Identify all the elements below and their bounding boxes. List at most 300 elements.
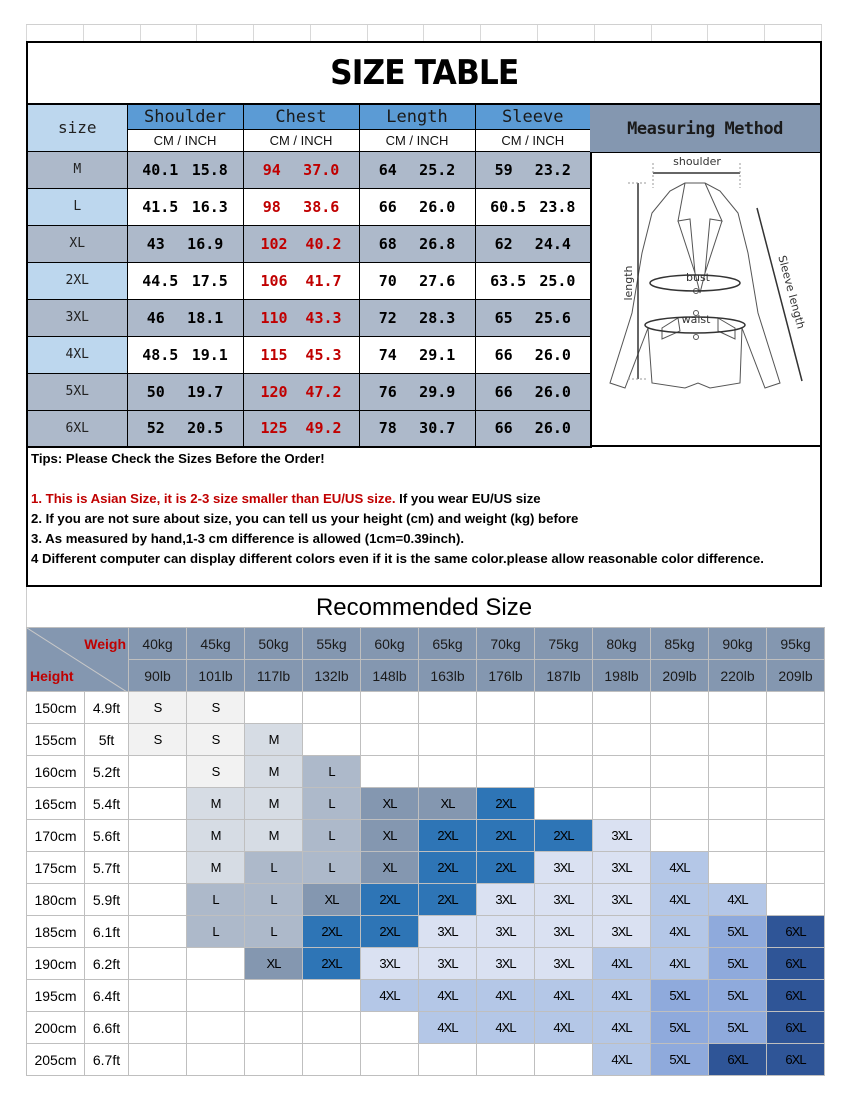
shoulder-cm: 43 [146,234,165,253]
height-ft: 6.7ft [85,1044,129,1076]
recommended-size-cell [535,756,593,788]
sleeve-cm: 63.5 [490,271,527,290]
size-label: 6XL [27,410,127,447]
chest-inch: 49.2 [305,419,342,438]
shoulder-value [127,262,243,299]
recommended-size-cell: 3XL [593,916,651,948]
size-table [26,103,592,448]
weight-kg-header: 85kg [651,628,709,660]
recommended-size-cell: L [245,852,303,884]
shoulder-cm: 48.5 [142,345,179,364]
recommended-size-cell [361,1044,419,1076]
recommended-size-cell: 3XL [593,820,651,852]
weight-lb-header: 163lb [419,660,477,692]
sleeve-inch: 25.6 [534,308,571,327]
height-row [27,692,825,724]
recommended-size-cell: XL [419,788,477,820]
recommended-size-cell [477,756,535,788]
label-length: length [622,265,635,301]
weight-lb-header: 101lb [187,660,245,692]
recommended-size-cell: 6XL [709,1044,767,1076]
length-cm: 76 [378,382,397,401]
height-ft: 5.4ft [85,788,129,820]
recommended-size-cell: 3XL [477,948,535,980]
recommended-size-cell [651,756,709,788]
chest-value [243,262,359,299]
recommended-size-cell: 2XL [303,948,361,980]
length-inch: 29.1 [419,345,456,364]
recommended-size-cell [535,1044,593,1076]
weight-lb-header: 198lb [593,660,651,692]
jacket-diagram-icon [590,153,820,447]
recommended-size-cell [593,756,651,788]
shoulder-cm: 46 [146,308,165,327]
header-shoulder: Shoulder [127,104,243,129]
length-value [359,299,475,336]
recommended-size-cell: 2XL [535,820,593,852]
length-cm: 64 [378,160,397,179]
weight-lb-header: 187lb [535,660,593,692]
recommended-size-cell: 5XL [651,980,709,1012]
recommended-size-cell [419,724,477,756]
shoulder-cm: 41.5 [142,197,179,216]
chest-inch: 37.0 [303,160,340,179]
length-value [359,188,475,225]
label-sleeve-length: Sleeve length [775,253,808,331]
recommended-size-cell [767,724,825,756]
recommended-size-cell [709,756,767,788]
shoulder-inch: 16.9 [187,234,224,253]
recommended-size-cell [245,1012,303,1044]
shoulder-cm: 40.1 [142,160,179,179]
chest-value [243,151,359,188]
sleeve-value [475,151,591,188]
recommended-size-cell [129,788,187,820]
shoulder-value [127,373,243,410]
shoulder-value [127,151,243,188]
height-row [27,948,825,980]
size-label: 2XL [27,262,127,299]
size-label: L [27,188,127,225]
length-inch: 26.8 [419,234,456,253]
recommended-size-cell: L [303,820,361,852]
tip-4: 4 Different computer can display different colors even if it is the same color.please allow reasonable color difference. [31,551,764,566]
recommended-size-cell [303,1012,361,1044]
shoulder-value [127,410,243,447]
recommended-size-cell: 4XL [651,948,709,980]
chest-cm: 125 [260,419,288,438]
length-cm: 72 [378,308,397,327]
recommended-size-cell: 3XL [477,884,535,916]
tip-1 [31,489,817,509]
chest-inch: 47.2 [305,382,342,401]
height-cm: 175cm [27,852,85,884]
recommended-size-cell: M [245,788,303,820]
height-row [27,852,825,884]
recommended-size-cell: S [129,724,187,756]
sleeve-value [475,410,591,447]
recommended-size-cell: 4XL [651,852,709,884]
recommended-size-cell [477,1044,535,1076]
shoulder-inch: 20.5 [187,419,224,438]
shoulder-value [127,225,243,262]
weight-kg-header: 40kg [129,628,187,660]
recommended-size-cell: 4XL [535,1012,593,1044]
chest-cm: 102 [260,234,288,253]
corner-header [27,628,129,692]
header-chest: Chest [243,104,359,129]
recommended-size-cell [303,980,361,1012]
size-row [27,410,591,447]
tip-1-rest: If you wear EU/US size [395,491,541,506]
shoulder-cm: 52 [146,419,165,438]
height-ft: 5.9ft [85,884,129,916]
height-axis-label: Height [30,668,74,684]
title-banner [26,41,822,103]
recommended-size-cell [361,724,419,756]
recommended-size-cell: 3XL [535,948,593,980]
recommended-size-cell [767,884,825,916]
recommended-size-cell: 3XL [535,916,593,948]
weight-lb-header: 117lb [245,660,303,692]
length-inch: 25.2 [419,160,456,179]
weight-kg-header: 60kg [361,628,419,660]
recommended-size-cell: M [187,788,245,820]
shoulder-inch: 18.1 [187,308,224,327]
recommended-size-cell: 2XL [419,820,477,852]
chest-cm: 120 [260,382,288,401]
length-value [359,373,475,410]
sleeve-cm: 60.5 [490,197,527,216]
sleeve-value [475,299,591,336]
length-inch: 30.7 [419,419,456,438]
recommended-size-cell: 4XL [593,980,651,1012]
recommended-size-cell: 6XL [767,980,825,1012]
recommended-size-cell [245,1044,303,1076]
recommended-size-cell [303,692,361,724]
recommended-size-cell [245,980,303,1012]
length-value [359,262,475,299]
sleeve-value [475,188,591,225]
recommended-size-cell: 2XL [477,788,535,820]
recommended-size-cell: XL [361,788,419,820]
recommended-size-cell: 5XL [709,980,767,1012]
recommended-size-cell: 5XL [709,916,767,948]
shoulder-value [127,188,243,225]
recommended-size-cell: L [245,916,303,948]
recommended-size-cell [709,724,767,756]
weight-kg-header: 65kg [419,628,477,660]
sleeve-inch: 26.0 [534,419,571,438]
header-sleeve: Sleeve [475,104,591,129]
recommended-size-cell [477,692,535,724]
weight-lb-header: 209lb [767,660,825,692]
chest-cm: 110 [260,308,288,327]
recommended-size-cell [709,820,767,852]
weight-kg-header: 50kg [245,628,303,660]
shoulder-inch: 16.3 [191,197,228,216]
tips-heading: Tips: Please Check the Sizes Before the Order! [31,451,325,466]
recommended-size-cell [767,852,825,884]
height-cm: 165cm [27,788,85,820]
recommended-size-cell [767,788,825,820]
recommended-size-cell: S [187,724,245,756]
chest-cm: 115 [260,345,288,364]
length-cm: 78 [378,419,397,438]
chest-value [243,299,359,336]
height-cm: 190cm [27,948,85,980]
recommended-size-cell: L [187,916,245,948]
unit-length: CM / INCH [359,129,475,151]
recommended-size-cell: 3XL [419,916,477,948]
label-bust: bust [686,271,710,284]
size-row [27,188,591,225]
recommended-size-cell: 2XL [303,916,361,948]
recommended-size-cell: M [187,852,245,884]
measuring-method-title: Measuring Method [590,105,820,153]
recommended-size-cell: L [303,756,361,788]
recommended-size-cell [535,724,593,756]
height-cm: 160cm [27,756,85,788]
size-row [27,151,591,188]
recommended-size-cell: 6XL [767,948,825,980]
recommended-size-cell [593,724,651,756]
length-inch: 29.9 [419,382,456,401]
recommended-size-title: Recommended Size [315,594,533,621]
height-ft: 6.4ft [85,980,129,1012]
height-ft: 5.7ft [85,852,129,884]
sleeve-cm: 66 [494,382,513,401]
recommended-size-cell: 4XL [419,980,477,1012]
tips-section [26,446,822,587]
recommended-size-cell: XL [303,884,361,916]
size-row [27,336,591,373]
sleeve-cm: 66 [494,345,513,364]
chest-value [243,225,359,262]
length-value [359,225,475,262]
height-ft: 6.6ft [85,1012,129,1044]
recommended-size-cell: S [187,756,245,788]
recommended-size-cell [187,980,245,1012]
recommended-size-cell: 3XL [361,948,419,980]
recommended-size-cell: M [245,820,303,852]
sleeve-inch: 26.0 [534,345,571,364]
size-row [27,299,591,336]
recommended-size-cell [303,724,361,756]
recommended-size-cell: L [303,788,361,820]
sleeve-cm: 66 [494,419,513,438]
recommended-size-cell: 2XL [477,852,535,884]
sleeve-value [475,225,591,262]
recommended-size-cell [651,788,709,820]
recommended-size-cell: 2XL [361,916,419,948]
recommended-size-cell [593,692,651,724]
recommended-size-cell: 4XL [651,884,709,916]
height-row [27,820,825,852]
recommended-size-cell [129,820,187,852]
spreadsheet-grid [26,24,822,42]
length-value [359,151,475,188]
chest-value [243,373,359,410]
height-cm: 180cm [27,884,85,916]
height-cm: 185cm [27,916,85,948]
recommended-size-cell [651,692,709,724]
recommended-size-cell: 5XL [709,948,767,980]
recommended-size-cell: 5XL [651,1012,709,1044]
chest-inch: 38.6 [303,197,340,216]
weight-axis-label: Weigh [84,636,126,652]
recommended-size-cell: 4XL [477,980,535,1012]
size-label: 5XL [27,373,127,410]
recommended-size-cell: 6XL [767,1012,825,1044]
recommended-size-cell [129,980,187,1012]
recommended-size-cell [129,756,187,788]
recommended-size-cell: 6XL [767,1044,825,1076]
weight-kg-header: 70kg [477,628,535,660]
weight-lb-header: 148lb [361,660,419,692]
label-waist: waist [681,313,711,326]
size-row [27,262,591,299]
recommended-size-cell [767,692,825,724]
recommended-size-cell [651,724,709,756]
recommended-size-cell: 4XL [593,1044,651,1076]
length-inch: 28.3 [419,308,456,327]
weight-kg-header: 75kg [535,628,593,660]
length-value [359,336,475,373]
recommended-size-cell: 4XL [419,1012,477,1044]
recommended-size-cell: 4XL [535,980,593,1012]
sleeve-inch: 26.0 [534,382,571,401]
size-row [27,225,591,262]
size-label: 3XL [27,299,127,336]
sleeve-inch: 23.2 [534,160,571,179]
sleeve-inch: 23.8 [539,197,576,216]
recommended-size-cell [187,1044,245,1076]
measuring-method-panel [590,103,822,447]
recommended-size-cell: 3XL [535,884,593,916]
weight-kg-header: 55kg [303,628,361,660]
recommended-size-cell [129,1044,187,1076]
recommended-size-cell [709,852,767,884]
recommended-size-cell [767,756,825,788]
height-row [27,1012,825,1044]
weight-lb-header: 132lb [303,660,361,692]
chest-cm: 106 [260,271,288,290]
height-cm: 170cm [27,820,85,852]
recommended-size-cell [303,1044,361,1076]
recommended-size-cell: 6XL [767,916,825,948]
sleeve-cm: 65 [494,308,513,327]
recommended-size-cell [709,692,767,724]
chest-value [243,188,359,225]
recommended-size-cell [419,756,477,788]
height-ft: 6.2ft [85,948,129,980]
recommended-size-cell [419,692,477,724]
size-row [27,373,591,410]
sleeve-value [475,373,591,410]
recommended-size-cell: 2XL [361,884,419,916]
tip-3: 3. As measured by hand,1-3 cm difference is allowed (1cm=0.39inch). [31,531,465,546]
recommended-size-cell: XL [361,820,419,852]
recommended-size-cell: S [129,692,187,724]
recommended-size-cell [361,692,419,724]
length-cm: 70 [378,271,397,290]
height-ft: 5.2ft [85,756,129,788]
weight-kg-header: 95kg [767,628,825,660]
length-cm: 66 [378,197,397,216]
weight-lb-header: 209lb [651,660,709,692]
recommended-size-cell: 3XL [593,852,651,884]
chest-cm: 98 [262,197,281,216]
recommended-size-cell [129,1012,187,1044]
tip-2: 2. If you are not sure about size, you can tell us your height (cm) and weight (kg) before [31,511,579,526]
recommended-size-cell [361,1012,419,1044]
shoulder-cm: 44.5 [142,271,179,290]
tip-1-warning: 1. This is Asian Size, it is 2-3 size smaller than EU/US size. [31,491,396,506]
recommended-size-cell [187,1012,245,1044]
recommended-size-cell: 4XL [361,980,419,1012]
recommended-size-cell: XL [245,948,303,980]
recommended-size-cell: 5XL [651,1044,709,1076]
size-label: M [27,151,127,188]
height-ft: 6.1ft [85,916,129,948]
recommended-size-cell: 2XL [477,820,535,852]
weight-lb-header: 90lb [129,660,187,692]
shoulder-value [127,336,243,373]
recommended-size-cell: L [245,884,303,916]
sleeve-inch: 25.0 [539,271,576,290]
recommended-size-cell [419,1044,477,1076]
chest-inch: 41.7 [305,271,342,290]
recommended-size-cell: 2XL [419,852,477,884]
sleeve-cm: 59 [494,160,513,179]
height-cm: 200cm [27,1012,85,1044]
recommended-size-cell [129,852,187,884]
recommended-size-cell: M [187,820,245,852]
height-ft: 4.9ft [85,692,129,724]
shoulder-inch: 15.8 [191,160,228,179]
chest-inch: 43.3 [305,308,342,327]
size-label: 4XL [27,336,127,373]
recommended-size-cell [593,788,651,820]
recommended-size-cell: 3XL [419,948,477,980]
length-inch: 27.6 [419,271,456,290]
shoulder-cm: 50 [146,382,165,401]
recommended-size-cell [187,948,245,980]
recommended-size-cell [129,948,187,980]
height-row [27,756,825,788]
size-label: XL [27,225,127,262]
weight-kg-header: 80kg [593,628,651,660]
chest-inch: 45.3 [305,345,342,364]
recommended-size-cell [245,692,303,724]
sleeve-value [475,262,591,299]
recommended-size-cell: M [245,756,303,788]
recommended-size-cell: L [187,884,245,916]
recommended-size-cell [129,916,187,948]
unit-chest: CM / INCH [243,129,359,151]
recommended-size-cell [651,820,709,852]
shoulder-value [127,299,243,336]
height-row [27,980,825,1012]
length-value [359,410,475,447]
recommended-size-cell: 4XL [477,1012,535,1044]
recommended-size-cell [535,692,593,724]
sleeve-inch: 24.4 [534,234,571,253]
chest-value [243,410,359,447]
label-shoulder: shoulder [673,155,721,168]
length-cm: 68 [378,234,397,253]
